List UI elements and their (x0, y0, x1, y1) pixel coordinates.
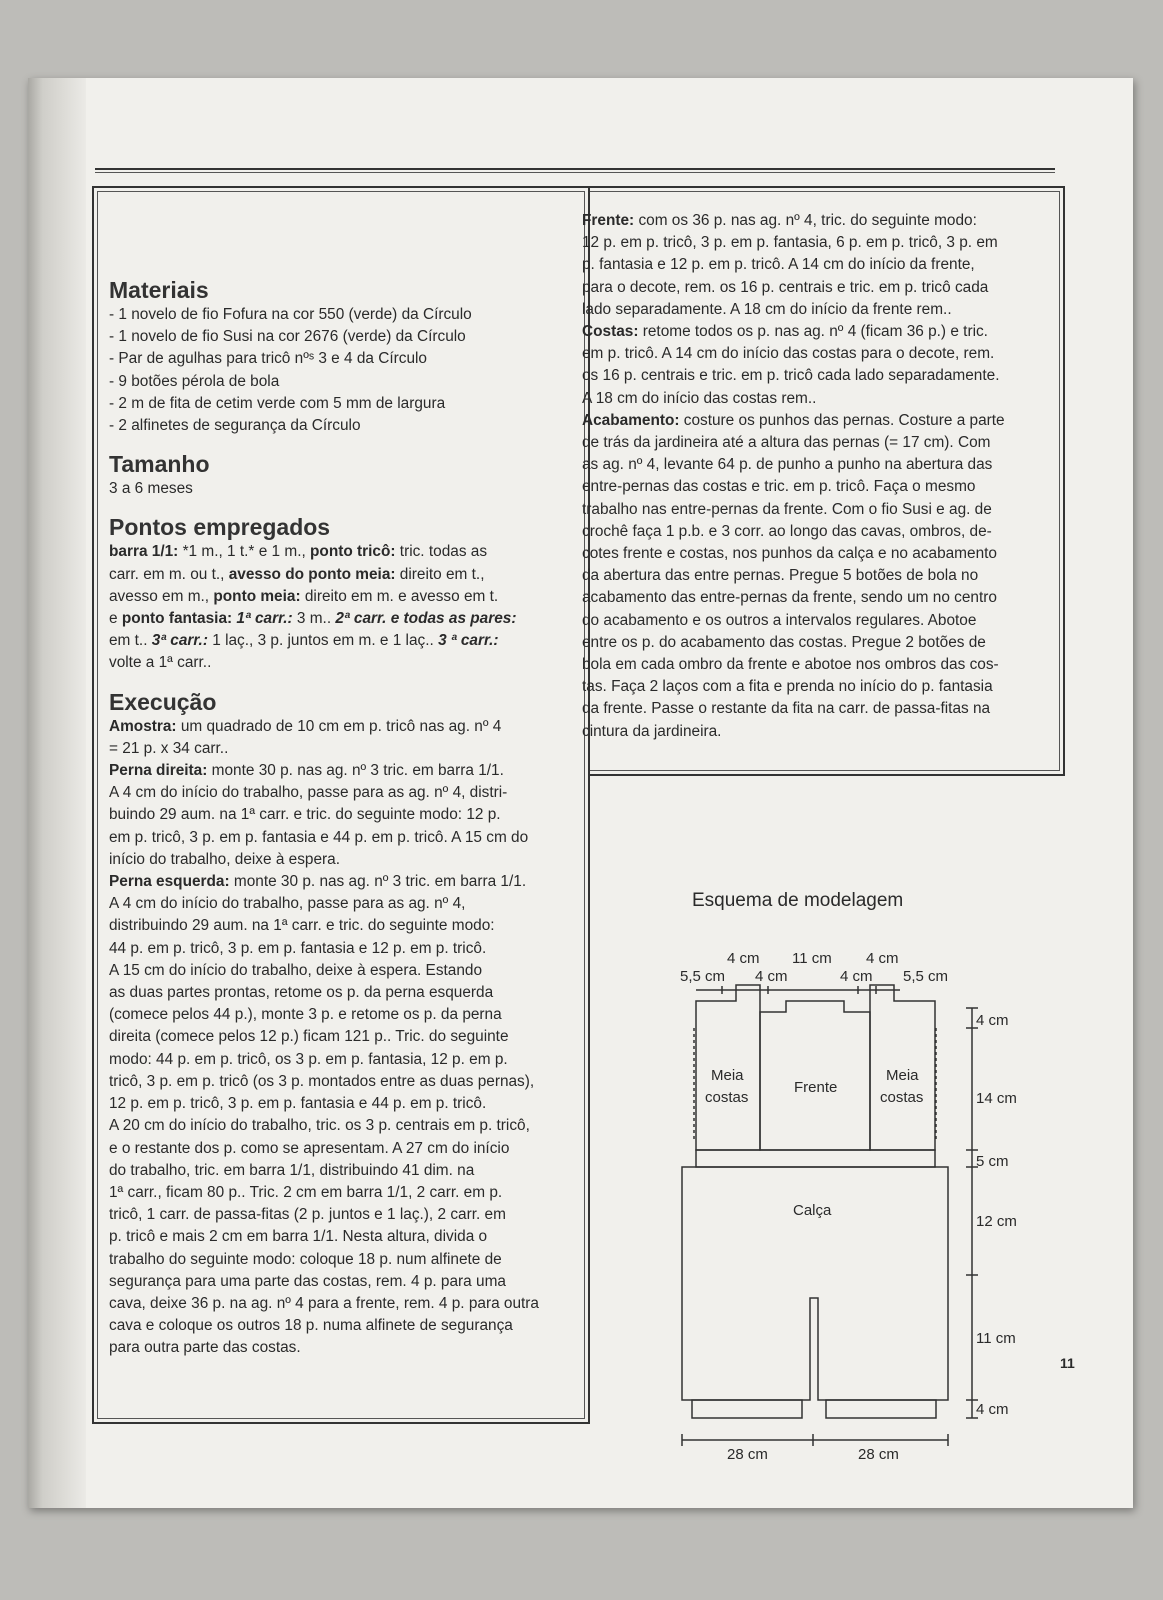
term: Perna esquerda: (109, 873, 230, 891)
text-line: para o decote, rem. os 16 p. centrais e tric. em p. tricô cada (582, 278, 989, 296)
label-costas-right: costas (880, 1089, 924, 1106)
text-line: entre os p. do acabamento das costas. Pregue 2 botões de (582, 633, 986, 651)
text-line: do trabalho, tric. em barra 1/1, distribuindo 41 dim. na (109, 1161, 475, 1179)
text: carr. em m. ou t., (109, 565, 229, 583)
label-meia-left: Meia (711, 1067, 744, 1084)
text: direito em m. e avesso em t. (300, 587, 499, 605)
text-line: A 20 cm do início do trabalho, tric. os 3 p. centrais em p. tricô, (109, 1117, 530, 1135)
text-line: entre-pernas das costas e tric. em p. tricô. Faça o mesmo (582, 478, 976, 496)
text-line: crochê faça 1 p.b. e 3 corr. ao longo das cavas, ombros, de- (582, 522, 992, 540)
execucao-heading: Execução (109, 688, 217, 715)
dim-bottom-1: 28 cm (727, 1446, 768, 1463)
text-line: direita (comece pelos 12 p.) ficam 121 p.. Tric. do seguinte (109, 1028, 509, 1046)
term-italic: 3ª carr.: (151, 632, 208, 650)
dim-right-2: 14 cm (976, 1090, 1017, 1107)
term-italic: 2ª carr. e todas as pares: (335, 610, 517, 628)
waistband (696, 1150, 935, 1167)
materiais-item: - 1 novelo de fio Susi na cor 2676 (verde) da Círculo (109, 328, 466, 346)
text: tric. todas as (395, 543, 488, 561)
dim-top-1: 4 cm (727, 950, 760, 967)
label-calca: Calça (793, 1202, 832, 1219)
tamanho-heading: Tamanho (109, 451, 210, 478)
text-line: cintura da jardineira. (582, 722, 722, 740)
term: avesso do ponto meia: (228, 565, 396, 583)
text-line: 12 p. em p. tricô, 3 p. em p. fantasia, 6 p. em p. tricô, 3 p. em (582, 234, 998, 252)
dim-top-7: 5,5 cm (903, 968, 949, 985)
pontos-heading: Pontos empregados (109, 514, 331, 541)
schema-title: Esquema de modelagem (692, 890, 904, 911)
term: ponto fantasia: (121, 610, 233, 628)
text-line: trabalho do seguinte modo: coloque 18 p. num alfinete de (109, 1250, 502, 1268)
text-line: (comece pelos 44 p.), monte 3 p. e retome os p. da perna (109, 1006, 502, 1024)
dim-top-6: 4 cm (840, 968, 873, 985)
text-line: A 4 cm do início do trabalho, passe para as ag. nº 4, (109, 895, 466, 913)
text-line: A 15 cm do início do trabalho, deixe à espera. Estando (109, 961, 483, 979)
amostra-line: = 21 p. x 34 carr.. (109, 739, 229, 757)
text-line: e o restante dos p. como se apresentam. A 27 cm do início (109, 1139, 510, 1157)
pontos-line: volte a 1ª carr.. (109, 654, 212, 672)
materiais-heading: Materiais (109, 277, 209, 303)
text-line: tricô, 3 p. em p. tricô (os 3 p. montados entre as duas pernas), (109, 1072, 535, 1090)
page-number: 11 (1060, 1355, 1075, 1371)
dim-right-3: 5 cm (976, 1153, 1009, 1170)
text: monte 30 p. nas ag. nº 3 tric. em barra 1/1. (229, 873, 527, 891)
term: Costas: (582, 323, 639, 341)
text: costure os punhos das pernas. Costure a parte (679, 411, 1005, 429)
text-line: trabalho nas entre-pernas da frente. Com o fio Susi e ag. de (582, 500, 992, 518)
materiais-item: - 2 alfinetes de segurança da Círculo (109, 417, 361, 435)
text-line: as ag. nº 4, levante 64 p. de punho a punho na abertura das (582, 456, 993, 474)
term-italic: 3 ª carr.: (438, 632, 499, 650)
text: 3 m.. (292, 610, 336, 628)
dim-right-5: 11 cm (976, 1330, 1016, 1347)
text: retome todos os p. nas ag. nº 4 (ficam 36 p.) e tric. (638, 323, 988, 341)
term: ponto tricô: (310, 543, 396, 561)
text-line: 1ª carr., ficam 80 p.. Tric. 2 cm em barra 1/1, 2 carr. em p. (109, 1183, 503, 1201)
text: um quadrado de 10 cm em p. tricô nas ag. nº 4 (176, 717, 502, 735)
text-line: do acabamento e os outros a intervalos regulares. Abotoe (582, 611, 977, 629)
dim-top-5: 4 cm (755, 968, 788, 985)
text-line: distribuindo 29 aum. na 1ª carr. e tric. do seguinte modo: (109, 917, 495, 935)
text-line: A 4 cm do início do trabalho, passe para as ag. nº 4, distri- (109, 784, 508, 802)
label-frente: Frente (794, 1079, 838, 1096)
text-line: início do trabalho, deixe à espera. (109, 850, 341, 868)
text-line: A 18 cm do início das costas rem.. (582, 389, 817, 407)
text-line: as duas partes prontas, retome os p. da perna esquerda (109, 984, 494, 1002)
dim-right-6: 4 cm (976, 1401, 1009, 1418)
text-line: 44 p. em p. tricô, 3 p. em p. fantasia e 12 p. em p. tricô. (109, 939, 487, 957)
text-line: tricô, 1 carr. de passa-fitas (2 p. juntos e 1 laç.), 2 carr. em (109, 1206, 506, 1224)
text-line: 12 p. em p. tricô, 3 p. em p. fantasia e 44 p. em p. tricô. (109, 1095, 487, 1113)
text-line: de trás da jardineira até a altura das pernas (= 17 cm). Com (582, 434, 991, 452)
text-line: cotes frente e costas, nos punhos da calça e no acabamento (582, 545, 997, 563)
dim-bottom-2: 28 cm (858, 1446, 899, 1463)
text-line: da abertura das entre pernas. Pregue 5 botões de bola no (582, 567, 979, 585)
dim-right-1: 4 cm (976, 1012, 1009, 1029)
text-line: tas. Faça 2 laços com a fita e prenda no início do p. fantasia (582, 678, 993, 696)
materiais-item: - 9 botões pérola de bola (109, 372, 280, 390)
text-line: os 16 p. centrais e tric. em p. tricô cada lado separadamente. (582, 367, 1000, 385)
materiais-item: - 2 m de fita de cetim verde com 5 mm de largura (109, 394, 446, 412)
term: ponto meia: (213, 587, 301, 605)
term: barra 1/1: (109, 543, 179, 561)
left-cuff (692, 1400, 802, 1418)
tamanho-value: 3 a 6 meses (109, 480, 193, 498)
dim-top-3: 4 cm (866, 950, 899, 967)
text-line: p. tricô e mais 2 cm em barra 1/1. Nesta altura, divida o (109, 1228, 488, 1246)
text-line: p. fantasia e 12 p. em p. tricô. A 14 cm do início da frente, (582, 256, 975, 274)
text-line: modo: 44 p. em p. tricô, os 3 p. em p. fantasia, 12 p. em p. (109, 1050, 508, 1068)
text-line: para outra parte das costas. (109, 1339, 301, 1357)
term: Acabamento: (582, 411, 680, 429)
text-line: cava e coloque os outros 18 p. numa alfinete de segurança (109, 1317, 513, 1335)
text-line: acabamento das entre-pernas da frente, sendo um no centro (582, 589, 997, 607)
text: avesso em m., (109, 587, 214, 605)
text-line: segurança para uma parte das costas, rem. 4 p. para uma (109, 1272, 506, 1290)
text-line: em p. tricô. A 14 cm do início das costas para o decote, rem. (582, 345, 995, 363)
text: 1 laç., 3 p. juntos em m. e 1 laç.. (207, 632, 439, 650)
right-cuff (826, 1400, 936, 1418)
text: com os 36 p. nas ag. nº 4, tric. do seguinte modo: (634, 212, 977, 229)
text-line: lado separadamente. A 18 cm do início da frente rem.. (582, 300, 952, 318)
text: em t.. (109, 632, 152, 650)
text: monte 30 p. nas ag. nº 3 tric. em barra 1/1. (207, 762, 504, 780)
front-piece (760, 1001, 870, 1150)
text-line: em p. tricô, 3 p. em p. fantasia e 44 p. em p. tricô. A 15 cm do (109, 828, 529, 846)
text: e (109, 610, 122, 628)
text: *1 m., 1 t.* e 1 m., (178, 543, 311, 561)
materiais-item: - Par de agulhas para tricô nºˢ 3 e 4 da Círculo (109, 350, 427, 368)
dim-top-2: 11 cm (792, 950, 832, 967)
text-line: cava, deixe 36 p. na ag. nº 4 para a frente, rem. 4 p. para outra (109, 1294, 539, 1312)
text: direito em t., (395, 565, 485, 583)
materiais-item: - 1 novelo de fio Fofura na cor 550 (verde) da Círculo (109, 306, 472, 323)
text-line: buindo 29 aum. na 1ª carr. e tric. do seguinte modo: 12 p. (109, 806, 501, 824)
term-italic: 1ª carr.: (232, 610, 293, 628)
dim-right-4: 12 cm (976, 1213, 1017, 1230)
text-line: da frente. Passe o restante da fita na carr. de passa-fitas na (582, 700, 991, 718)
label-costas-left: costas (705, 1089, 749, 1106)
dim-top-4: 5,5 cm (680, 968, 726, 985)
text-line: bola em cada ombro da frente e abotoe nos ombros das cos- (582, 656, 999, 674)
term: Amostra: (109, 717, 177, 735)
term: Perna direita: (109, 762, 208, 780)
term: Frente: (582, 212, 635, 229)
label-meia-right: Meia (886, 1067, 919, 1084)
